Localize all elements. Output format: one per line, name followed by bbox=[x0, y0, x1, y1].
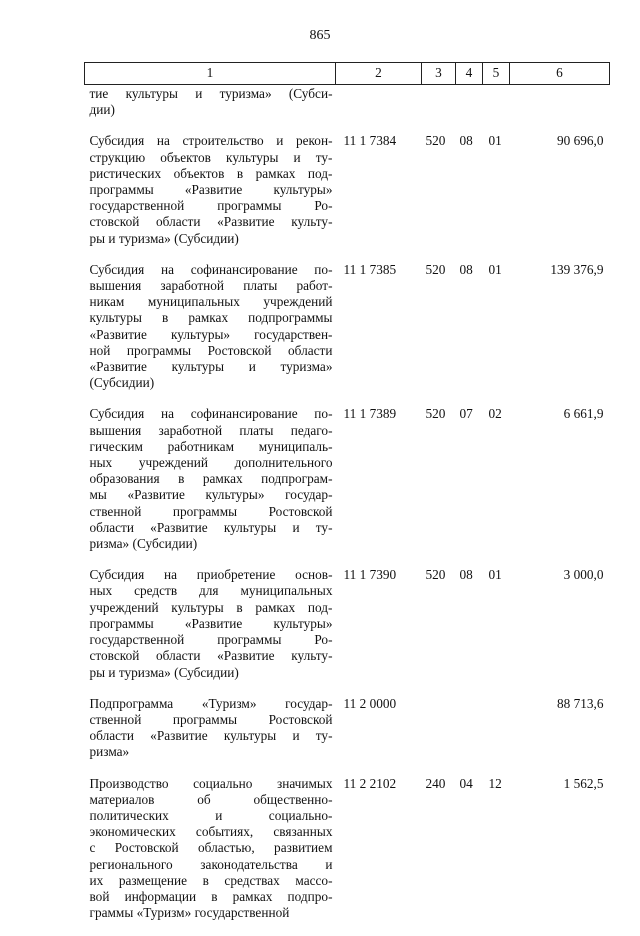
column-header: 4 bbox=[456, 63, 483, 85]
amount: 3 000,0 bbox=[510, 567, 610, 695]
row-description: Субсидия на софинансирование по- вышения заработной платы работ- никам муниципальных учреждений культуры в рамках подпрограммы «Развитие культуры» государствен- ной программы Ростовской области «Развитие культуры и туризма» (Субсидии) bbox=[85, 262, 336, 407]
section-code bbox=[456, 85, 483, 134]
amount bbox=[510, 85, 610, 134]
section-code: 07 bbox=[456, 406, 483, 567]
row-description: Субсидия на приобретение основ- ных средств для муниципальных учреждений культуры в рамках под- программы «Развитие культуры» государственной программы Ро- стовской области «Развитие культу- ры и туризма» (Субсидии) bbox=[85, 567, 336, 695]
row-description: тие культуры и туризма» (Субси- дии) bbox=[85, 85, 336, 134]
column-header: 5 bbox=[483, 63, 510, 85]
row-description: Субсидия на софинансирование по- вышения заработной платы педаго- гическим работникам муниципаль- ных учреждений дополнительного образования в рамках подпрограм- мы «Развитие культуры» государ- ственной программы Ростовской области «Развитие культуры и ту- ризма» (Субсидии) bbox=[85, 406, 336, 567]
table-row bbox=[85, 262, 610, 407]
page-number: 865 bbox=[0, 28, 640, 44]
row-description: Субсидия на строительство и рекон- струкцию объектов культуры и ту- ристических объектов в рамках под- программы «Развитие культуры» государственной программы Ро- стовской области «Развитие культу- ры и туризма» (Субсидии) bbox=[85, 133, 336, 261]
subsection-code: 02 bbox=[483, 406, 510, 567]
table-header-row bbox=[85, 63, 610, 85]
subsection-code: 01 bbox=[483, 262, 510, 407]
expense-type-code: 520 bbox=[422, 133, 456, 261]
column-header: 3 bbox=[422, 63, 456, 85]
column-header: 2 bbox=[336, 63, 422, 85]
table-row bbox=[85, 85, 610, 134]
expense-type-code bbox=[422, 696, 456, 776]
amount: 6 661,9 bbox=[510, 406, 610, 567]
expense-type-code bbox=[422, 85, 456, 134]
target-code: 11 2 2102 bbox=[336, 776, 422, 936]
target-code: 11 1 7385 bbox=[336, 262, 422, 407]
amount: 139 376,9 bbox=[510, 262, 610, 407]
target-code: 11 1 7389 bbox=[336, 406, 422, 567]
section-code: 08 bbox=[456, 567, 483, 695]
column-header: 6 bbox=[510, 63, 610, 85]
row-description: Подпрограмма «Туризм» государ- ственной программы Ростовской области «Развитие культуры и ту- ризма» bbox=[85, 696, 336, 776]
table-body bbox=[85, 85, 610, 936]
target-code: 11 1 7390 bbox=[336, 567, 422, 695]
amount: 1 562,5 bbox=[510, 776, 610, 936]
table-row bbox=[85, 696, 610, 776]
subsection-code: 01 bbox=[483, 567, 510, 695]
budget-table bbox=[84, 62, 610, 936]
column-header: 1 bbox=[85, 63, 336, 85]
table-row bbox=[85, 406, 610, 567]
expense-type-code: 520 bbox=[422, 262, 456, 407]
expense-type-code: 240 bbox=[422, 776, 456, 936]
subsection-code: 12 bbox=[483, 776, 510, 936]
subsection-code bbox=[483, 85, 510, 134]
target-code: 11 2 0000 bbox=[336, 696, 422, 776]
row-description: Производство социально значимых материалов об общественно- политических и социально- экономических событиях, связанных с Ростовской областью, развитием регионального законодательства и их размещение в средствах массо- вой информации в рамках подпро- граммы «Туризм» государственной bbox=[85, 776, 336, 936]
amount: 88 713,6 bbox=[510, 696, 610, 776]
expense-type-code: 520 bbox=[422, 406, 456, 567]
target-code bbox=[336, 85, 422, 134]
section-code: 08 bbox=[456, 133, 483, 261]
section-code bbox=[456, 696, 483, 776]
subsection-code bbox=[483, 696, 510, 776]
subsection-code: 01 bbox=[483, 133, 510, 261]
section-code: 04 bbox=[456, 776, 483, 936]
target-code: 11 1 7384 bbox=[336, 133, 422, 261]
expense-type-code: 520 bbox=[422, 567, 456, 695]
section-code: 08 bbox=[456, 262, 483, 407]
table-row bbox=[85, 133, 610, 261]
table-row bbox=[85, 567, 610, 695]
amount: 90 696,0 bbox=[510, 133, 610, 261]
table-row bbox=[85, 776, 610, 936]
